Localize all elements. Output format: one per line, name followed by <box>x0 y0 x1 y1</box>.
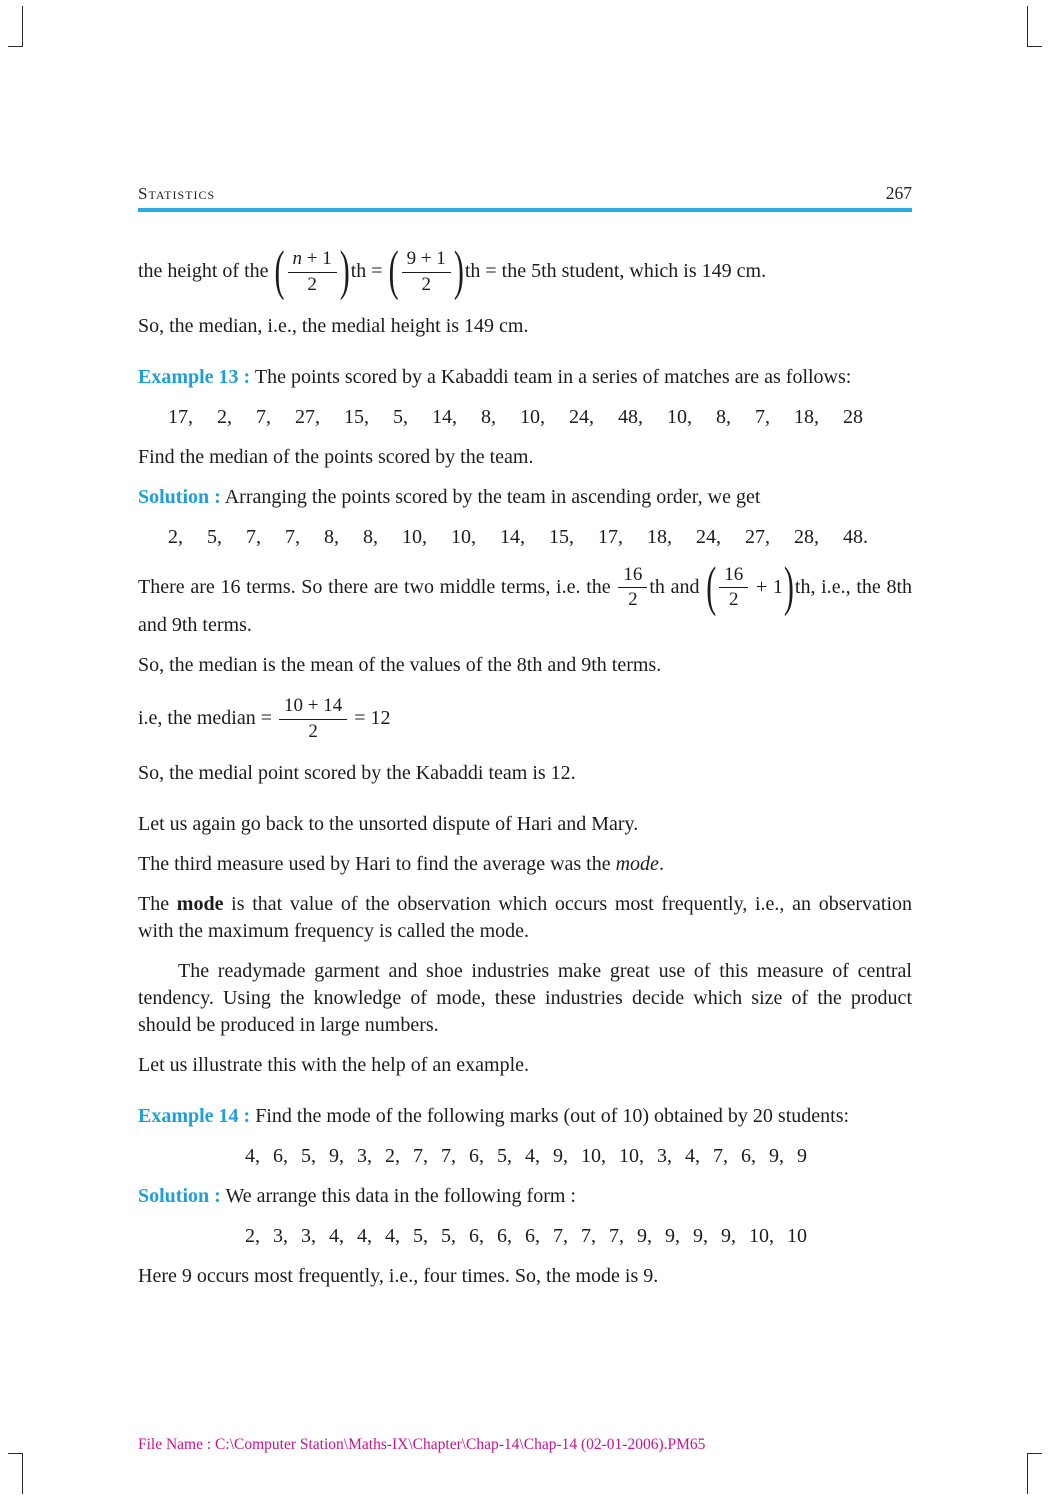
marks-series-example-14: 4, 6, 5, 9, 3, 2, 7, 7, 6, 5, 4, 9, 10, 10, 3, 4, 7, 6, 9, 9 <box>245 1144 807 1167</box>
header-rule <box>138 208 912 212</box>
paragraph-middle-terms: There are 16 terms. So there are two middle terms, i.e. the $\frac{16}{2}$ th and ( $\frac{16}{2}$ + 1)th, i.e., the 8th and 9th terms. <box>138 556 913 637</box>
paragraph-dispute: Let us again go back to the unsorted dispute of Hari and Mary. <box>138 812 639 835</box>
solution-13-label: Solution : <box>138 485 221 508</box>
fraction-9-plus-1-over-2: $\frac{9 + 1}{2}$ <box>400 248 453 297</box>
paragraph-illustrate: Let us illustrate this with the help of an example. <box>138 1053 530 1076</box>
paragraph-solution-13 <box>138 484 912 511</box>
sorted-series-example-14: 2, 3, 3, 4, 4, 4, 5, 5, 6, 6, 6, 7, 7, 7, 9, 9, 9, 9, 10, 10 <box>245 1224 807 1247</box>
solution-14-text: We arrange this data in the following form : <box>225 1184 576 1207</box>
data-series-example-13: 17, 2, 7, 27, 15, 5, 14, 8, 10, 24, 48, 10, 8, 7, 18, 28 <box>168 405 863 428</box>
crop-mark-bottom-right <box>1027 1453 1042 1494</box>
paragraph-median-calculation: i.e, the median = $\frac{10 + 14}{2}$ = 12 <box>138 695 391 742</box>
mode-bold: mode <box>176 892 224 915</box>
paragraph-height-formula: the height of the ( $\frac{n + 1}{2}$ )th = ( $\frac{9 + 1}{2}$ )th = the 5th student, which is 149 cm. <box>138 240 767 302</box>
paragraph-third-measure: The third measure used by Hari to find the average was the mode. <box>138 852 664 875</box>
running-head: Statistics <box>138 184 216 203</box>
example-14-text: Find the mode of the following marks (out of 10) obtained by 20 students: <box>255 1104 850 1127</box>
paragraph-industries: The readymade garment and shoe industries make great use of this measure of central tendency. Using the knowledge of mode, these industries decide which size of the product should be produced in large numbers. <box>138 959 912 1036</box>
paragraph-medial-point: So, the medial point scored by the Kabaddi team is 12. <box>138 761 576 784</box>
fraction-10-plus-14-over-2: $\frac{10 + 14}{2}$ <box>277 695 349 744</box>
crop-mark-bottom-left <box>8 1453 23 1494</box>
solution-14-label: Solution : <box>138 1184 221 1207</box>
close-paren: ) <box>453 240 464 302</box>
paragraph-example-14 <box>138 1103 912 1130</box>
fraction-n-plus-1-over-2: $\frac{n + 1}{2}$ <box>286 248 339 297</box>
paragraph-find-median: Find the median of the points scored by the team. <box>138 445 534 468</box>
open-paren: ( <box>274 240 285 302</box>
example-14-label: Example 14 : <box>138 1104 251 1127</box>
fraction-16-over-2: $\frac{16}{2}$ <box>616 564 649 613</box>
page-number: 267 <box>885 183 912 203</box>
crop-mark-top-right <box>1027 6 1042 47</box>
page-footer: File Name : C:\Computer Station\Maths-IX\Chapter\Chap-14\Chap-14 (02-01-2006).PM65 <box>138 1436 706 1453</box>
solution-13-text: Arranging the points scored by the team in ascending order, we get <box>224 485 761 508</box>
close-paren: ) <box>783 556 794 618</box>
page-content <box>138 232 912 1303</box>
example-13-label: Example 13 : <box>138 365 251 388</box>
open-paren: ( <box>706 556 717 618</box>
paragraph-mode-definition: The mode is that value of the observation which occurs most frequently, i.e., an observation with the maximum frequency is called the mode. <box>138 892 913 942</box>
crop-mark-top-left <box>8 6 23 47</box>
example-13-text: The points scored by a Kabaddi team in a series of matches are as follows: <box>254 365 852 388</box>
paragraph-mode-result: Here 9 occurs most frequently, i.e., four times. So, the mode is 9. <box>138 1264 659 1287</box>
paragraph-mean-of-terms: So, the median is the mean of the values of the 8th and 9th terms. <box>138 654 662 677</box>
paragraph-median-height: So, the median, i.e., the medial height is 149 cm. <box>138 314 529 337</box>
paragraph-solution-14 <box>138 1183 912 1210</box>
mode-italic: mode <box>615 852 659 875</box>
paragraph-example-13 <box>138 364 912 391</box>
fraction-16-over-2: $\frac{16}{2}$ <box>717 564 750 613</box>
page-header <box>138 183 912 204</box>
open-paren: ( <box>388 240 399 302</box>
sorted-series-example-13: 2, 5, 7, 7, 8, 8, 10, 10, 14, 15, 17, 18, 24, 27, 28, 48. <box>168 525 868 548</box>
close-paren: ) <box>339 240 350 302</box>
